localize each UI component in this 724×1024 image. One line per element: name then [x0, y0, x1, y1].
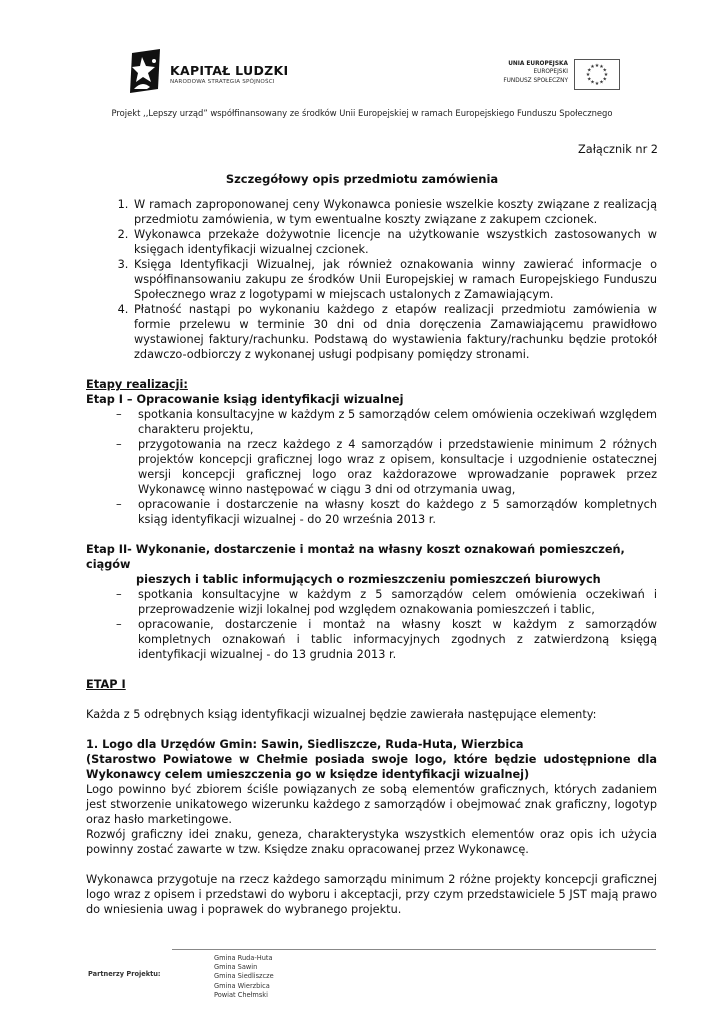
eu-line-1: UNIA EUROPEJSKA: [508, 61, 568, 67]
stages-heading: Etapy realizacji:: [86, 378, 188, 391]
list-item: 2. Wykonawca przekaże dożywotnie licencje na użytkowanie wszystkich zastosowanych w księgach identyfikacji wizualnej czcionek.: [132, 227, 657, 257]
eu-line-2: EUROPEJSKI: [533, 69, 568, 76]
logo-heading: 1. Logo dla Urzędów Gmin: Sawin, Siedliszcze, Ruda-Huta, Wierzbica: [86, 738, 524, 751]
project-line: Projekt ,,Lepszy urząd” współfinansowany ze środków Unii Europejskiej w ramach Europejskiego Funduszu Społecznego: [111, 108, 613, 118]
document-title: Szczegółowy opis przedmiotu zamówienia: [225, 172, 499, 186]
elements-intro: Każda z 5 odrębnych ksiąg identyfikacji wizualnej będzie zawierała następujące elementy:: [86, 708, 597, 721]
stage2-heading-line2: pieszych i tablic informujących o rozmieszczeniu pomieszczeń biurowych: [136, 573, 601, 586]
numbered-list: [86, 197, 657, 362]
footer-divider: [172, 949, 656, 950]
partner-item: Gmina Wierzbica: [214, 981, 270, 990]
partner-item: Powiat Chełmski: [214, 990, 268, 999]
partner-item: Gmina Sawin: [214, 963, 258, 972]
list-item: – przygotowania na rzecz każdego z 4 samorządów i przedstawienie minimum 2 różnych projektów koncepcji graficznej logo wraz z opisem, konsultacje i uzgodnienie ostatecznej wersji koncepcji graficznej logo oraz każdorazowe wprowadzanie poprawek przez Wykonawcę winno następować w ciągu 3 dni od otrzymania uwag,: [86, 437, 657, 497]
svg-text:★: ★: [603, 71, 609, 78]
partner-item: Gmina Ruda-Huta: [214, 954, 273, 962]
logo-paragraph-1: Logo powinno być zbiorem ściśle powiązanych ze sobą elementów graficznych, których zadaniem jest stworzenie unikatowego wizerunku każdego z samorządów i obejmować znak graficzny, logotyp oraz hasło marketingowe.: [86, 783, 657, 826]
svg-text:★: ★: [586, 67, 592, 74]
stage2-heading: [86, 542, 657, 587]
logo-note: (Starostwo Powiatowe w Chełmie posiada swoje logo, które będzie udostępnione dla Wykonawcy celem umieszczenia go w księdze identyfikacji wizualnej): [86, 753, 657, 781]
list-item: 1. W ramach zaproponowanej ceny Wykonawca poniesie wszelkie koszty związane z realizacją przedmiotu zamówienia, w tym ewentualne koszty związane z zakupem czcionek.: [132, 197, 657, 227]
eu-logo: [458, 59, 620, 91]
document-body: [86, 197, 657, 917]
stage2-list: [86, 587, 657, 662]
kapital-ludzki-symbol-icon: [128, 49, 164, 93]
kapital-ludzki-name: KAPITAŁ LUDZKI: [170, 63, 289, 78]
list-item: – spotkania konsultacyjne w każdym z 5 samorządów celem omówienia oczekiwań względem charakteru projektu,: [86, 407, 657, 437]
partner-item: Gmina Siedliszcze: [214, 972, 274, 981]
kapital-ludzki-subtitle: NARODOWA STRATEGIA SPÓJNOŚCI: [170, 79, 275, 85]
stage1-list: [86, 407, 657, 527]
svg-text:★: ★: [594, 63, 600, 69]
eu-flag-icon: [574, 59, 620, 90]
logo-paragraph-3: Wykonawca przygotuje na rzecz każdego samorządu minimum 2 różne projekty koncepcji graficznej logo wraz z opisem i przedstawi do wyboru i akceptacji, przy czym przedstawiciele 5 JST mają prawo do wniesienia uwag i poprawek do wybranego projektu.: [86, 873, 657, 916]
list-item: – opracowanie i dostarczenie na własny koszt do każdego z 5 samorządów kompletnych ksiąg identyfikacji wizualnej - do 20 września 2013 r.: [86, 497, 657, 527]
list-item: – opracowanie, dostarczenie i montaż na własny koszt w każdym z samorządów kompletnych oznakowań i tablic informacyjnych zgodnych z zatwierdzoną księgą identyfikacji wizualnej - do 13 grudnia 2013 r.: [86, 617, 657, 662]
kapital-ludzki-logo: [128, 47, 308, 97]
partners-list: [214, 954, 274, 1000]
svg-text:★: ★: [585, 71, 591, 78]
svg-text:★: ★: [594, 80, 600, 87]
logo-paragraph-2: Rozwój graficzny idei znaku, geneza, charakterystyka wszystkich elementów oraz opis ich użycia powinny zostać zawarte w tzw. Księdze znaku opracowanej przez Wykonawcę.: [86, 828, 657, 856]
partners-label: Partnerzy Projektu:: [88, 970, 161, 978]
svg-text:★: ★: [586, 76, 592, 83]
svg-text:★: ★: [599, 79, 604, 86]
svg-text:★: ★: [602, 76, 608, 83]
svg-text:★: ★: [590, 64, 595, 71]
svg-text:★: ★: [590, 79, 595, 86]
eu-line-3: FUNDUSZ SPOŁECZNY: [503, 77, 568, 84]
list-item: – spotkania konsultacyjne w każdym z 5 samorządów celem omówienia oczekiwań i przeprowadzenie wizji lokalnej pod względem oznakowania pomieszczeń i tablic,: [86, 587, 657, 617]
stage2-heading-line1: Etap II- Wykonanie, dostarczenie i montaż na własny koszt oznakowań pomieszczeń, ciągów: [86, 543, 625, 571]
etap1-heading: ETAP I: [86, 678, 126, 691]
svg-text:★: ★: [602, 67, 608, 74]
attachment-number: Załącznik nr 2: [578, 143, 658, 156]
stage1-heading: Etap I – Opracowanie ksiąg identyfikacji wizualnej: [86, 393, 404, 406]
list-item: 3. Księga Identyfikacji Wizualnej, jak również oznakowania winny zawierać informacje o współfinansowaniu zakupu ze środków Unii Europejskiej w ramach Europejskiego Funduszu Społecznego wraz z logotypami w miejscach ustalonych z Zamawiającym.: [132, 257, 657, 302]
svg-text:★: ★: [599, 64, 604, 71]
list-item: 4. Płatność nastąpi po wykonaniu każdego z etapów realizacji przedmiotu zamówienia w formie przelewu w terminie 30 dni od dnia doręczenia Zamawiającemu prawidłowo wystawionej faktury/rachunku. Podstawą do wystawienia faktury/rachunku będzie protokół zdawczo-odbiorczy z wykonanej usługi podpisany pomiędzy stronami.: [132, 302, 657, 362]
eu-logo-text: [503, 60, 568, 85]
